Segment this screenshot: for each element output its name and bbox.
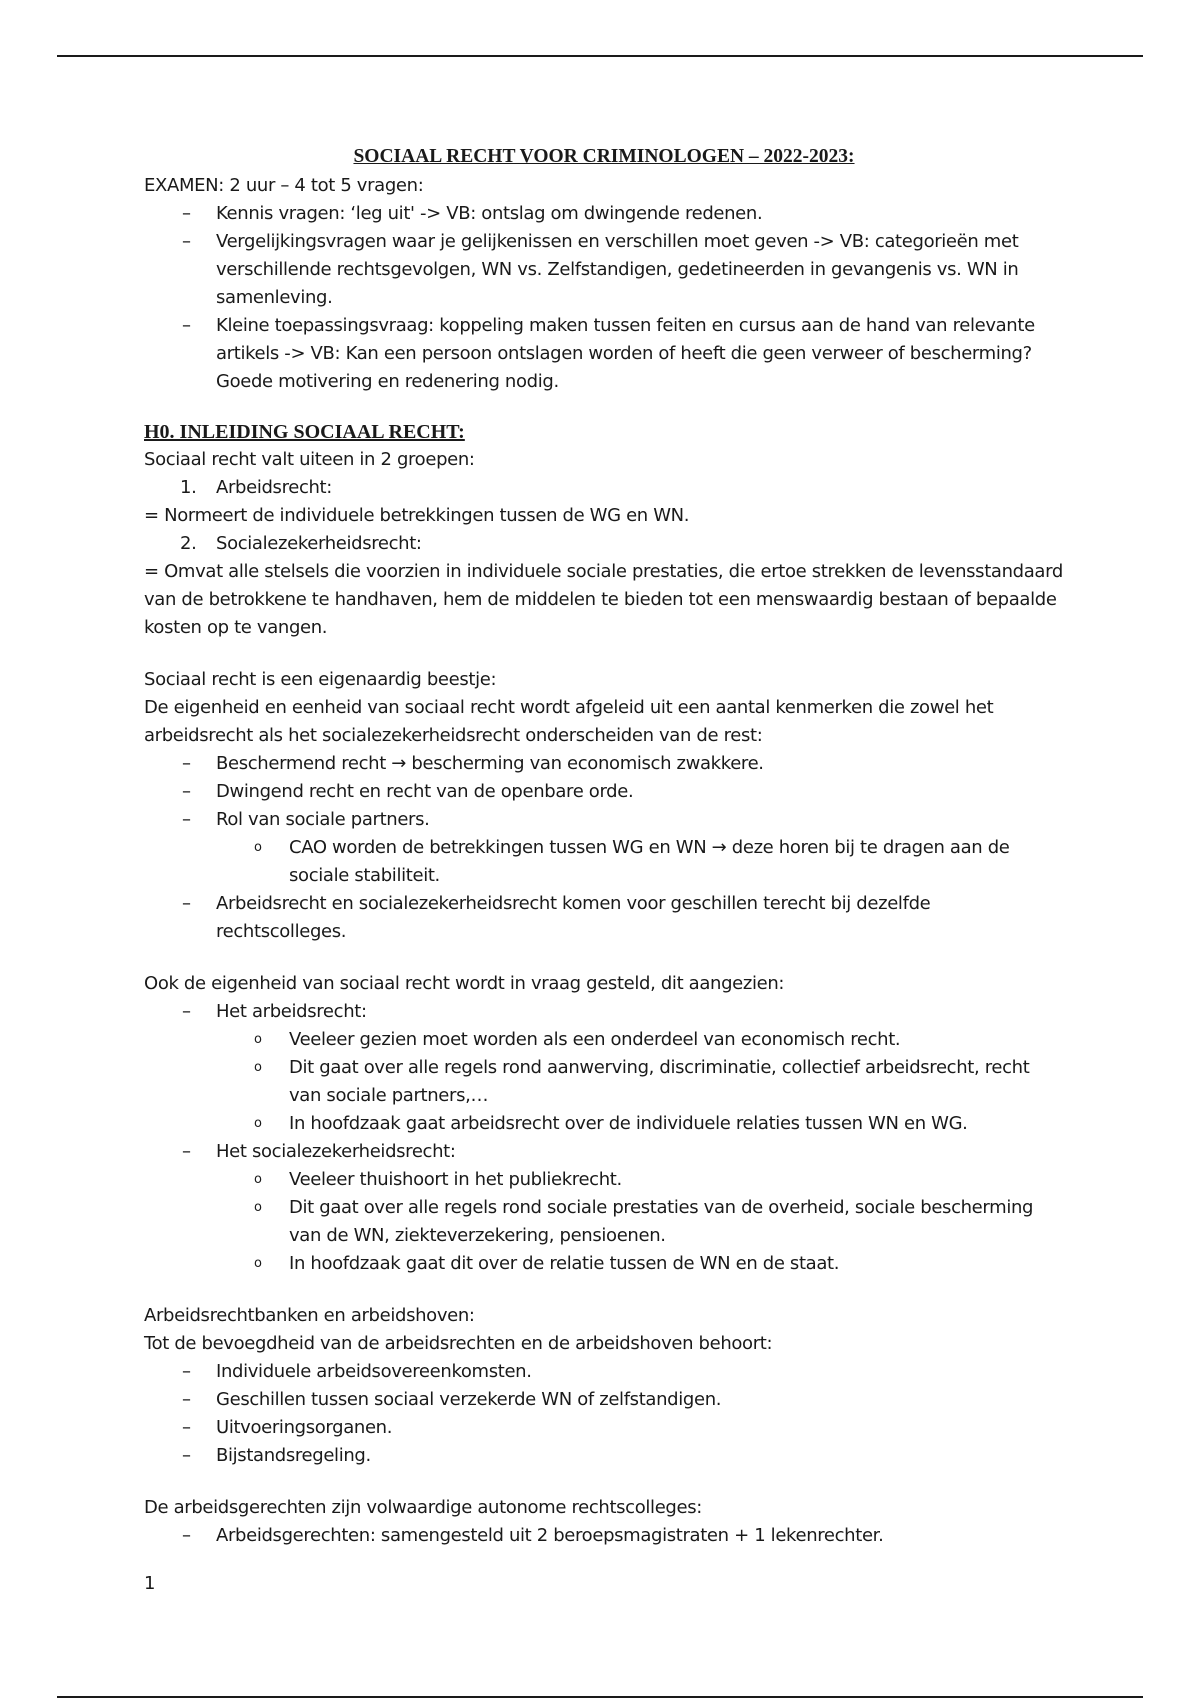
- banken-intro: Tot de bevoegdheid van de arbeidsrechten en de arbeidshoven behoort:: [144, 1333, 773, 1354]
- exam-list: [144, 200, 1064, 396]
- group2-definition: = Omvat alle stelsels die voorzien in individuele sociale prestaties, die ertoe strekken de levensstandaard van de betrokkene te handhaven, hem de middelen te bieden tot een menswaardig bestaan of bepaalde kosten op te vangen.: [144, 561, 1063, 638]
- banken-list: [144, 1358, 1064, 1470]
- list-item: – Vergelijkingsvragen waar je gelijkenissen en verschillen moet geven -> VB: categorieën met verschillende rechtsgevolgen, WN vs. Zelfstandigen, gedetineerden in gevangenis vs. WN in samenleving.: [144, 228, 1064, 312]
- dash-bullet: –: [182, 1417, 191, 1438]
- beestje-title: Sociaal recht is een eigenaardig beestje:: [144, 669, 497, 690]
- banken-title: Arbeidsrechtbanken en arbeidshoven:: [144, 1305, 475, 1326]
- list-item: o CAO worden de betrekkingen tussen WG en WN → deze horen bij te dragen aan de sociale stabiliteit.: [144, 834, 1064, 890]
- dash-bullet: –: [182, 315, 191, 336]
- dash-bullet: –: [182, 893, 191, 914]
- dash-bullet: –: [182, 1001, 191, 1022]
- group-list-2: [144, 530, 1064, 558]
- list-item: o Veeleer thuishoort in het publiekrecht.: [144, 1166, 1064, 1194]
- beestje-intro: De eigenheid en eenheid van sociaal recht wordt afgeleid uit een aantal kenmerken die zowel het arbeidsrecht als het socialezekerheidsrecht onderscheiden van de rest:: [144, 697, 994, 746]
- dash-bullet: –: [182, 809, 191, 830]
- group-list-1: [144, 474, 1064, 502]
- list-item: – Rol van sociale partners.: [144, 806, 1064, 834]
- autonoom-intro: De arbeidsgerechten zijn volwaardige autonome rechtscolleges:: [144, 1497, 702, 1518]
- group1-definition: = Normeert de individuele betrekkingen tussen de WG en WN.: [144, 505, 690, 526]
- autonoom-list: [144, 1522, 1064, 1550]
- arbeidsrecht-list: [144, 998, 1064, 1026]
- dash-bullet: –: [182, 1141, 191, 1162]
- dash-bullet: –: [182, 1525, 191, 1546]
- list-item: – Arbeidsgerechten: samengesteld uit 2 beroepsmagistraten + 1 lekenrechter.: [144, 1522, 1064, 1550]
- list-item: – Individuele arbeidsovereenkomsten.: [144, 1358, 1064, 1386]
- dash-bullet: –: [182, 781, 191, 802]
- list-item: – Het arbeidsrecht:: [144, 998, 1064, 1026]
- list-item: – Geschillen tussen sociaal verzekerde WN of zelfstandigen.: [144, 1386, 1064, 1414]
- section-heading-h0: H0. INLEIDING SOCIAAL RECHT:: [144, 421, 465, 443]
- list-item: – Beschermend recht → bescherming van economisch zwakkere.: [144, 750, 1064, 778]
- circle-bullet: o: [254, 840, 262, 855]
- number-marker: 2.: [180, 533, 197, 554]
- list-item: – Kennis vragen: ‘leg uit' -> VB: ontslag om dwingende redenen.: [144, 200, 1064, 228]
- circle-bullet: o: [254, 1032, 262, 1047]
- circle-bullet: o: [254, 1200, 262, 1215]
- list-item: o In hoofdzaak gaat dit over de relatie tussen de WN en de staat.: [144, 1250, 1064, 1278]
- groups-intro: Sociaal recht valt uiteen in 2 groepen:: [144, 449, 475, 470]
- dash-bullet: –: [182, 1445, 191, 1466]
- number-marker: 1.: [180, 477, 197, 498]
- dash-bullet: –: [182, 203, 191, 224]
- dash-bullet: –: [182, 753, 191, 774]
- document-page: [144, 140, 1064, 1550]
- list-item: o In hoofdzaak gaat arbeidsrecht over de individuele relaties tussen WN en WG.: [144, 1110, 1064, 1138]
- list-item: – Bijstandsregeling.: [144, 1442, 1064, 1470]
- list-item: – Kleine toepassingsvraag: koppeling maken tussen feiten en cursus aan de hand van relevante artikels -> VB: Kan een persoon ontslagen worden of heeft die geen verweer of bescherming? Goede motivering en redenering nodig.: [144, 312, 1064, 396]
- kenmerken-list-continued: [144, 890, 1064, 946]
- circle-bullet: o: [254, 1256, 262, 1271]
- kenmerk3-sublist: [144, 834, 1064, 890]
- list-item: – Het socialezekerheidsrecht:: [144, 1138, 1064, 1166]
- kenmerken-list: [144, 750, 1064, 834]
- list-item: – Dwingend recht en recht van de openbare orde.: [144, 778, 1064, 806]
- page-top-rule: [57, 55, 1143, 57]
- list-item: 1. Arbeidsrecht:: [144, 474, 1064, 502]
- dash-bullet: –: [182, 1361, 191, 1382]
- circle-bullet: o: [254, 1116, 262, 1131]
- circle-bullet: o: [254, 1060, 262, 1075]
- dash-bullet: –: [182, 231, 191, 252]
- arbeidsrecht-sublist: [144, 1026, 1064, 1138]
- page-number: 1: [144, 1573, 156, 1594]
- list-item: o Veeleer gezien moet worden als een onderdeel van economisch recht.: [144, 1026, 1064, 1054]
- page-bottom-rule: [57, 1696, 1143, 1698]
- szr-sublist: [144, 1166, 1064, 1278]
- document-title: SOCIAAL RECHT VOOR CRIMINOLOGEN – 2022-2023:: [353, 146, 855, 167]
- list-item: 2. Socialezekerheidsrecht:: [144, 530, 1064, 558]
- list-item: o Dit gaat over alle regels rond aanwerving, discriminatie, collectief arbeidsrecht, recht van sociale partners,…: [144, 1054, 1064, 1110]
- exam-intro: EXAMEN: 2 uur – 4 tot 5 vragen:: [144, 175, 424, 196]
- eigenheid-intro: Ook de eigenheid van sociaal recht wordt in vraag gesteld, dit aangezien:: [144, 973, 785, 994]
- list-item: – Uitvoeringsorganen.: [144, 1414, 1064, 1442]
- list-item: – Arbeidsrecht en socialezekerheidsrecht komen voor geschillen terecht bij dezelfde rechtscolleges.: [144, 890, 1064, 946]
- szr-list: [144, 1138, 1064, 1166]
- dash-bullet: –: [182, 1389, 191, 1410]
- list-item: o Dit gaat over alle regels rond sociale prestaties van de overheid, sociale bescherming van de WN, ziekteverzekering, pensioenen.: [144, 1194, 1064, 1250]
- circle-bullet: o: [254, 1172, 262, 1187]
